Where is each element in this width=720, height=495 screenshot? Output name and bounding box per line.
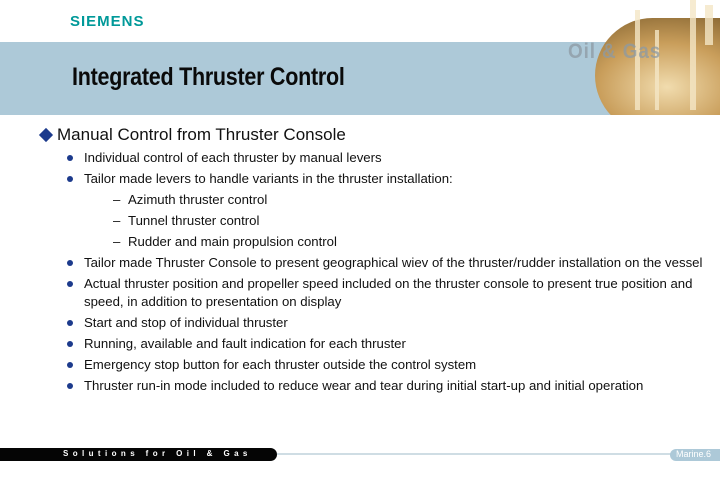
footer-tagline: Solutions for Oil & Gas <box>63 449 252 458</box>
dash-bullet-icon: – <box>113 192 121 207</box>
slide-content <box>38 125 708 398</box>
list-item: Individual control of each thruster by manual levers <box>38 149 708 167</box>
list-item: Running, available and fault indication for each thruster <box>38 335 708 353</box>
list-item: Tailor made levers to handle variants in the thruster installation: <box>38 170 708 188</box>
list-item: Start and stop of individual thruster <box>38 314 708 332</box>
list-item: Thruster run-in mode included to reduce wear and tear during initial start-up and initial operation <box>38 377 708 395</box>
page-title: Integrated Thruster Control <box>72 63 345 91</box>
dot-bullet-icon <box>67 176 73 182</box>
dot-bullet-icon <box>67 383 73 389</box>
dash-bullet-icon: – <box>113 234 121 249</box>
footer-divider <box>277 453 672 455</box>
diamond-bullet-icon <box>39 128 53 142</box>
page-number: Marine.6 <box>676 449 712 459</box>
dot-bullet-icon <box>67 320 73 326</box>
dot-bullet-icon <box>67 281 73 287</box>
list-item: Actual thruster position and propeller speed included on the thruster console to present true position and speed, in addition to presentation on display <box>38 275 708 310</box>
bullet-list <box>38 149 708 394</box>
list-item: Tailor made Thruster Console to present geographical wiev of the thruster/rudder installation on the vessel <box>38 254 708 272</box>
dot-bullet-icon <box>67 260 73 266</box>
sub-list-item: – Tunnel thruster control <box>113 213 260 228</box>
list-item: Emergency stop button for each thruster outside the control system <box>38 356 708 374</box>
section-heading: Manual Control from Thruster Console <box>38 125 708 145</box>
dot-bullet-icon <box>67 341 73 347</box>
dot-bullet-icon <box>67 362 73 368</box>
sub-list-item: – Azimuth thruster control <box>113 192 268 207</box>
dot-bullet-icon <box>67 155 73 161</box>
oil-gas-watermark: Oil & Gas <box>568 40 662 63</box>
sub-list-item: – Rudder and main propulsion control <box>113 234 337 249</box>
dash-bullet-icon: – <box>113 213 121 228</box>
siemens-logo: SIEMENS <box>70 13 145 30</box>
